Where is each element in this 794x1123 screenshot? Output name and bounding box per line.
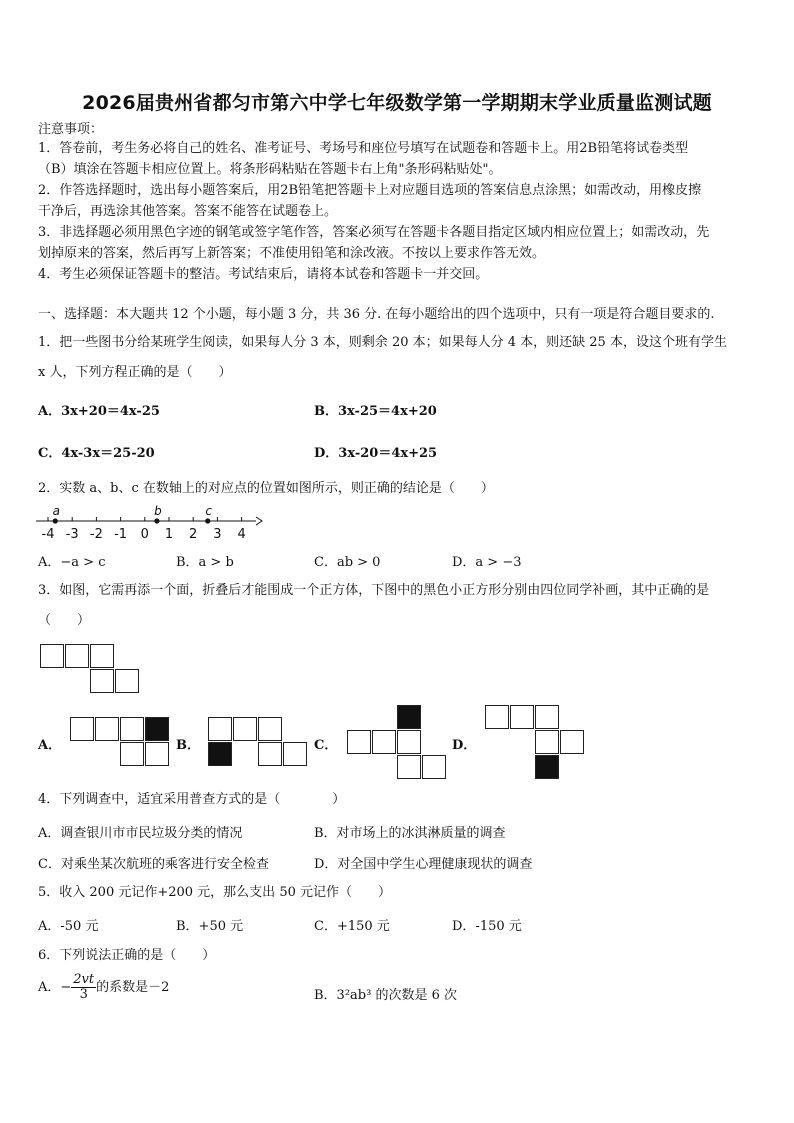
arrow-icon (256, 517, 262, 525)
q2-option-c: C．ab > 0 (314, 555, 381, 570)
net-square (258, 742, 282, 766)
number-line-point-label: a (52, 504, 60, 518)
q2-option-d: D．a > −3 (452, 555, 522, 570)
fraction (71, 973, 96, 1002)
net-square (208, 717, 232, 741)
net-square (145, 742, 169, 766)
q6-option-a-prefix: A．− (38, 980, 72, 995)
net-square (65, 644, 89, 668)
q6-option-a-suffix: 的系数是－2 (96, 980, 170, 995)
net-square (560, 730, 584, 754)
q1-option-a: A．3x+20＝4x-25 (38, 404, 160, 419)
q3-option-a-label: A． (38, 738, 62, 753)
net-square (535, 730, 559, 754)
number-line-tick-label: 3 (213, 527, 222, 542)
net-square (347, 730, 371, 754)
net-square (422, 755, 446, 779)
net-square (283, 742, 307, 766)
q1-stem: 1．把一些图书分给某班学生阅读，如果每人分 3 本，则剩余 20 本；如果每人分 4 本，则还缺 25 本，设这个班有学生 (38, 335, 727, 350)
number-line-tick-label: -2 (89, 527, 103, 542)
section-heading: 一、选择题：本大题共 12 个小题，每小题 3 分，共 36 分. 在每小题给出的四个选项中，只有一项是符合题目要求的. (38, 307, 715, 322)
notice-line: 划掉原来的答案，然后再写上新答案；不准使用铅笔和涂改液。不按以上要求作答无效。 (38, 246, 546, 261)
q5-option-d: D．-150 元 (452, 919, 522, 934)
net-square (95, 717, 119, 741)
net-square (90, 644, 114, 668)
number-line-point-label: b (154, 504, 162, 518)
number-line-tick-label: -1 (114, 527, 128, 542)
number-line-tick-label: 4 (237, 527, 246, 542)
net-square (120, 717, 144, 741)
net-square (233, 717, 257, 741)
q3-stem-cont: （ ） (38, 613, 91, 628)
net-square (485, 705, 509, 729)
net-square (70, 717, 94, 741)
net-square (535, 705, 559, 729)
added-black-square (397, 705, 421, 729)
q2-option-b: B．a > b (176, 555, 234, 570)
fraction-numerator: 2vt (73, 972, 95, 987)
notice-line: 干净后，再选涂其他答案。答案不能答在试题卷上。 (38, 204, 338, 219)
number-line-tick-label: 2 (189, 527, 198, 542)
net-square (397, 730, 421, 754)
number-line-tick-label: 1 (164, 527, 174, 542)
q2-option-a: A．−a > c (38, 555, 106, 570)
number-line-tick-label: -3 (65, 527, 79, 542)
page-title: 2026届贵州省都匀市第六中学七年级数学第一学期期末学业质量监测试题 (82, 92, 712, 114)
net-square (258, 717, 282, 741)
q1-option-c: C．4x-3x＝25-20 (38, 446, 155, 461)
q4-option-d: D．对全国中学生心理健康现状的调查 (314, 857, 533, 872)
q3-stem: 3．如图，它需再添一个面，折叠后才能围成一个正方体，下图中的黑色小正方形分别由四位同学补画，其中正确的是 (38, 583, 710, 598)
notice-heading: 注意事项： (38, 122, 104, 137)
q6-stem: 6．下列说法正确的是（ ） (38, 948, 216, 963)
number-line-tick-label: 0 (140, 527, 149, 542)
added-black-square (535, 755, 559, 779)
net-square (397, 755, 421, 779)
q3-option-c-label: C． (314, 738, 338, 753)
q4-option-a: A．调查银川市市民垃圾分类的情况 (38, 826, 243, 841)
q4-option-b: B．对市场上的冰淇淋质量的调查 (314, 826, 506, 841)
q3-option-b-label: B． (176, 738, 200, 753)
net-square (120, 742, 144, 766)
q1-stem-cont: x 人，下列方程正确的是（ ） (38, 365, 232, 380)
q4-stem: 4．下列调查中，适宜采用普查方式的是（ ） (38, 792, 346, 807)
q6-option-a (38, 973, 169, 1002)
added-black-square (145, 717, 169, 741)
notice-line: 2．作答选择题时，选出每小题答案后，用2B铅笔把答题卡上对应题目选项的答案信息点涂黑；如需改动，用橡皮擦 (38, 183, 702, 198)
fraction-denominator: 3 (79, 987, 88, 1002)
q4-option-c: C．对乘坐某次航班的乘客进行安全检查 (38, 857, 269, 872)
q5-option-b: B．+50 元 (176, 919, 244, 934)
q1-option-b: B．3x-25＝4x+20 (314, 404, 437, 419)
number-line-point (205, 518, 210, 523)
net-square (372, 730, 396, 754)
q2-stem: 2．实数 a、b、c 在数轴上的对应点的位置如图所示，则正确的结论是（ ） (38, 481, 494, 496)
added-black-square (208, 742, 232, 766)
notice-line: 4．考生必须保证答题卡的整洁。考试结束后，请将本试卷和答题卡一并交回。 (38, 267, 489, 282)
net-square (90, 669, 114, 693)
notice-line: 3．非选择题必须用黑色字迹的钢笔或签字笔作答，答案必须写在答题卡各题目指定区域内相应位置上；如需改动，先 (38, 225, 710, 240)
q3-option-d-label: D． (452, 738, 477, 753)
net-square (510, 705, 534, 729)
net-square (40, 644, 64, 668)
q6-option-b: B．3²ab³ 的次数是 6 次 (314, 988, 457, 1003)
notice-line: 1．答卷前，考生务必将自己的姓名、准考证号、考场号和座位号填写在试题卷和答题卡上。用2B铅笔将试卷类型 (38, 141, 689, 156)
number-line-point-label: c (205, 504, 213, 518)
number-line-point (53, 518, 58, 523)
q5-option-c: C．+150 元 (314, 919, 390, 934)
number-line-point (154, 518, 159, 523)
net-square (115, 669, 139, 693)
number-line (30, 500, 270, 544)
q5-option-a: A．-50 元 (38, 919, 99, 934)
notice-line: （B）填涂在答题卡相应位置上。将条形码粘贴在答题卡右上角"条形码粘贴处"。 (38, 162, 502, 177)
number-line-tick-label: -4 (41, 527, 55, 542)
q1-option-d: D．3x-20＝4x+25 (314, 446, 438, 461)
q5-stem: 5．收入 200 元记作+200 元，那么支出 50 元记作（ ） (38, 885, 391, 900)
